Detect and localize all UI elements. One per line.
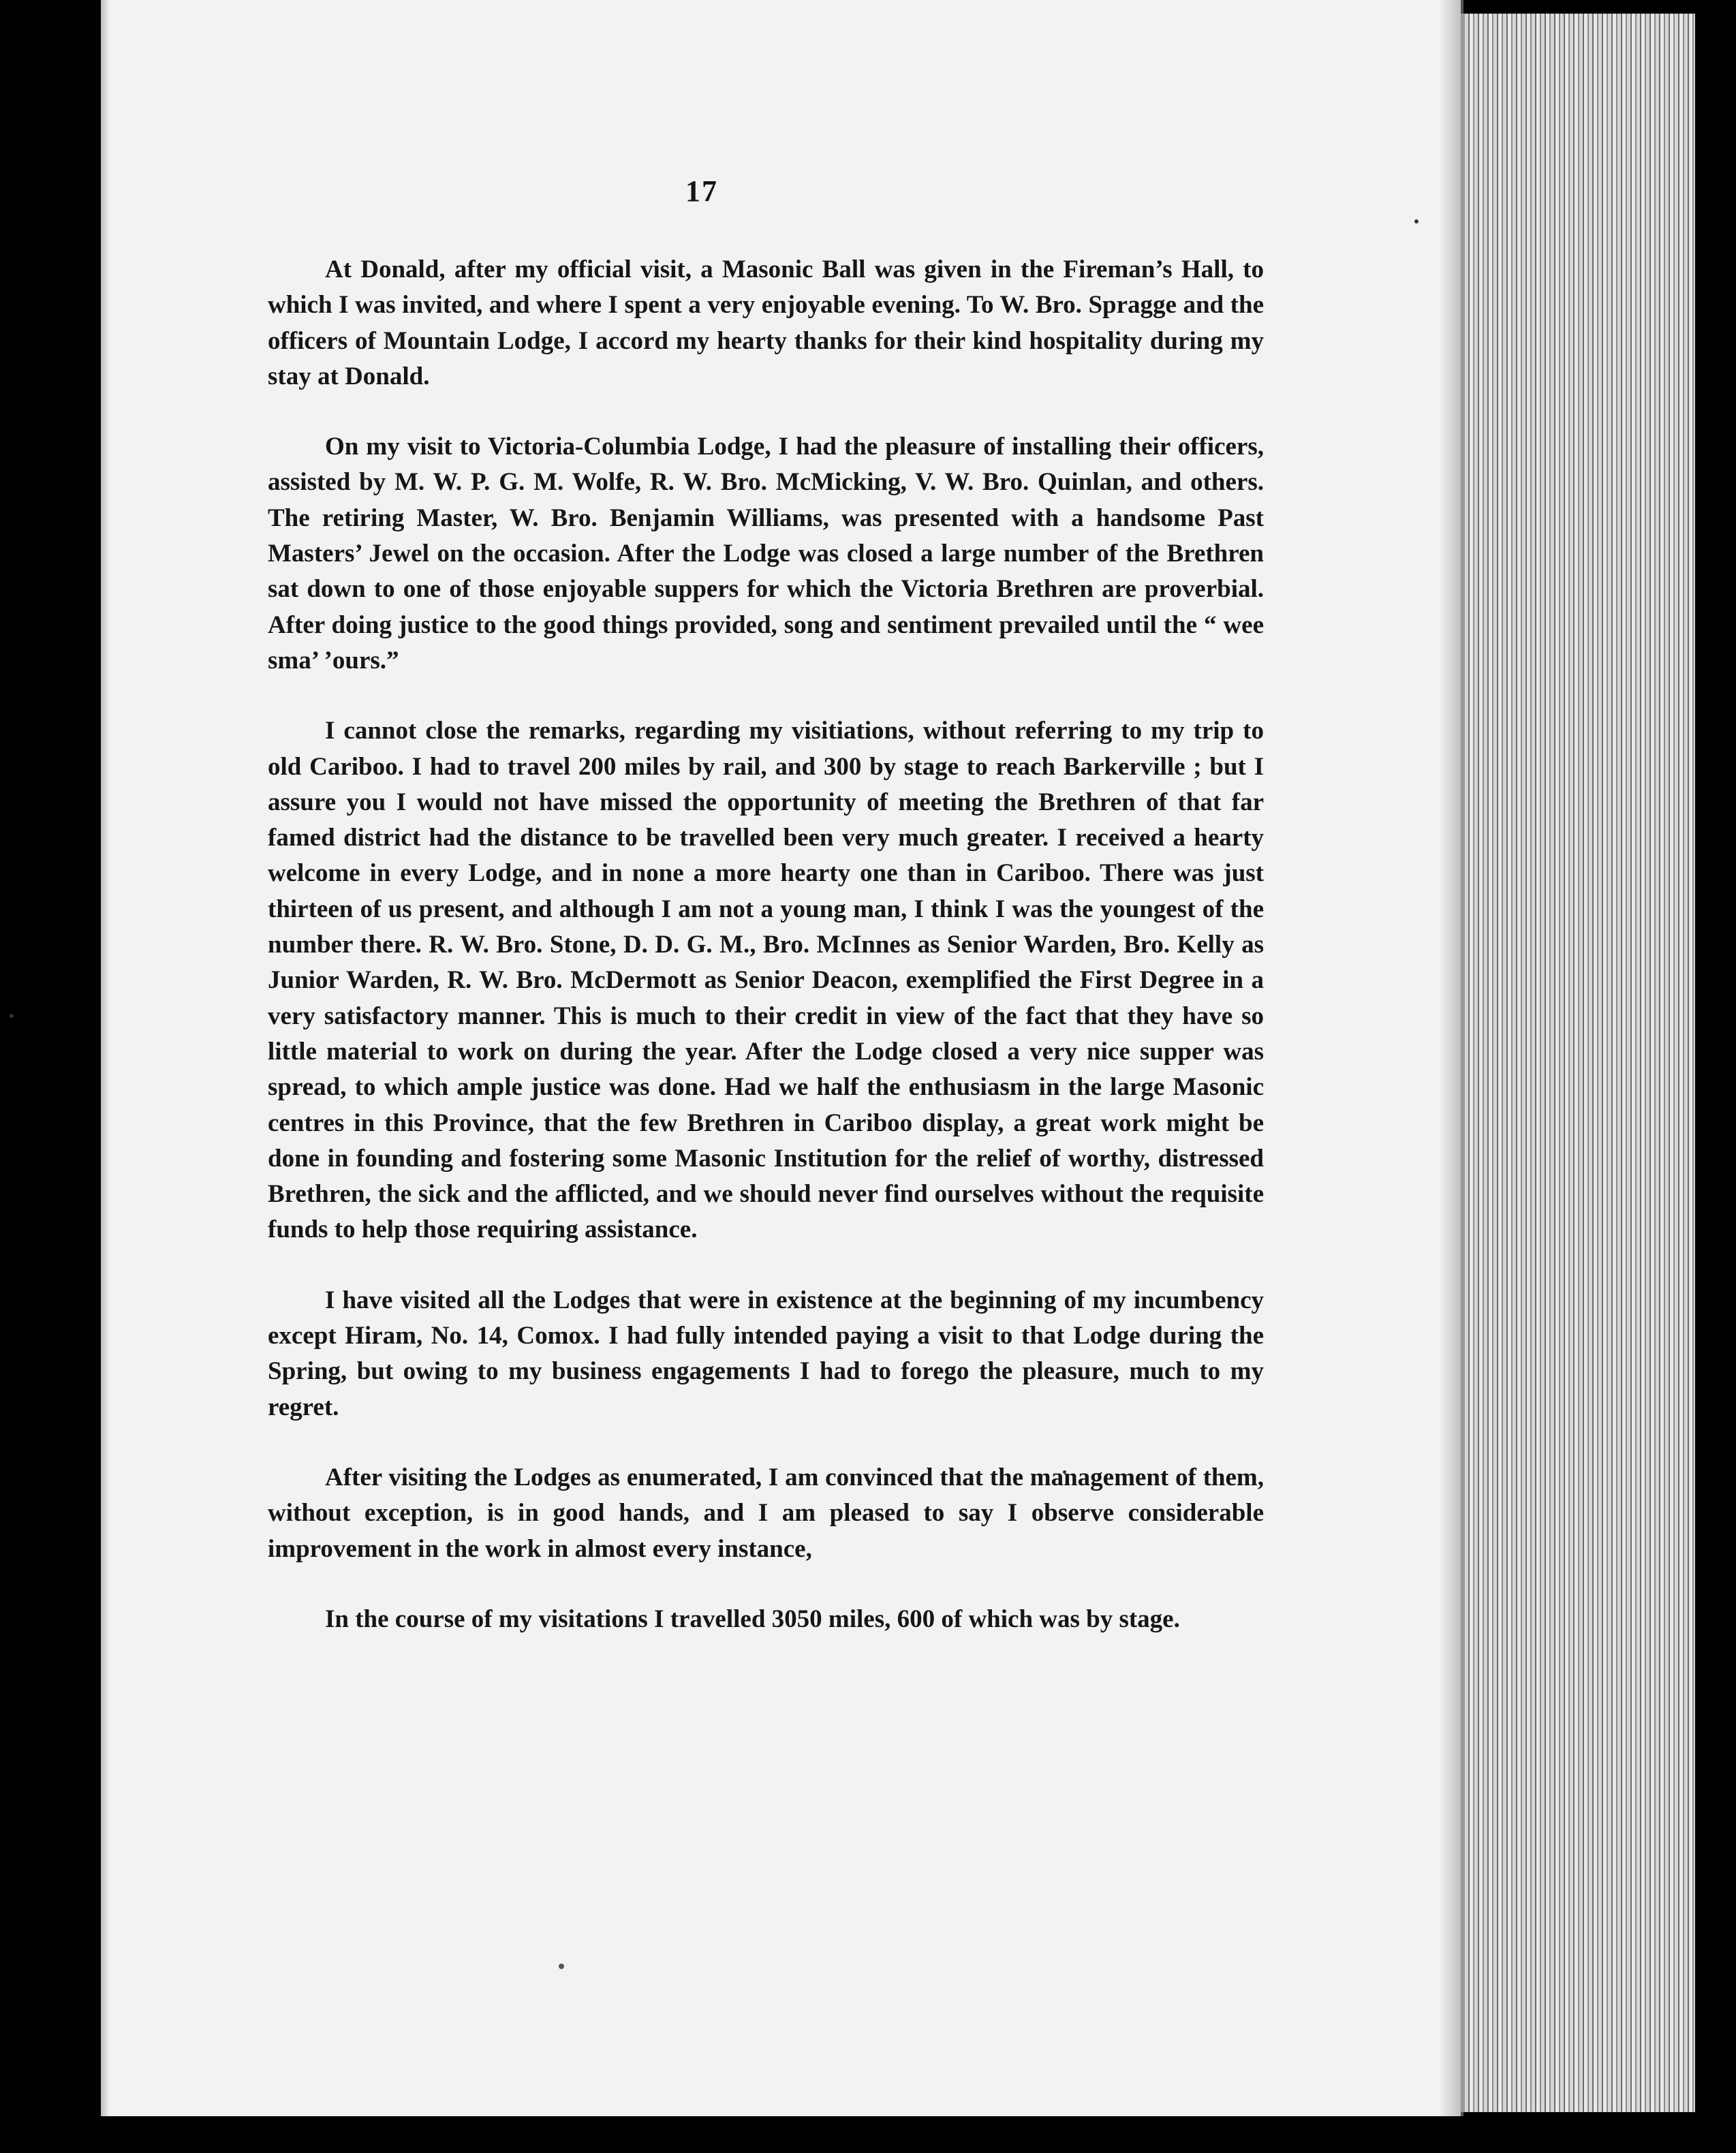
paragraph-miles-travelled: In the course of my visitations I travelled 3050 miles, 600 of which was by stage.	[325, 1605, 1180, 1633]
page-edge-shadow	[1439, 0, 1463, 2116]
book-page-stack	[1461, 14, 1695, 2112]
paragraph-lodges-visited: I have visited all the Lodges that were in existence at the beginning of my incumbency except Hiram, No. 14, Comox. I had fully intended paying a visit to that Lodge during the Spring, but owing to my business engagements I had to forego the pleasure, much to my regret.	[268, 1286, 1264, 1421]
paragraph-victoria-columbia-lodge: On my visit to Victoria-Columbia Lodge, I had the pleasure of installing their officers, assisted by M. W. P. G. M. Wolfe, R. W. Bro. McMicking, V. W. Bro. Quinlan, and others. The retiring Master, W. Bro. Benjamin Williams, was presented with a handsome Past Masters’ Jewel on the occasion. After the Lodge was closed a large number of the Brethren sat down to one of those enjoyable suppers for which the Victoria Brethren are proverbial. After doing justice to the good things provided, song and sentiment prevailed until the “ wee sma’ ’ours.”	[268, 433, 1264, 675]
scan-speck	[1414, 219, 1419, 223]
paragraph-donald-ball: At Donald, after my official visit, a Masonic Ball was given in the Fireman’s Hall, to which I was invited, and where I spent a very enjoyable evening. To W. Bro. Spragge and the officers of Mountain Lodge, I accord my hearty thanks for their kind hospitality during my stay at Donald.	[268, 255, 1264, 390]
binding-shadow	[101, 0, 109, 2116]
scan-speck	[559, 1964, 564, 1969]
paragraph-cariboo-trip: I cannot close the remarks, regarding my visitiations, without referring to my trip to old Cariboo. I had to travel 200 miles by rail, and 300 by stage to reach Barkerville ; but I assure you I would not have missed the opportunity of meeting the Brethren of that far famed district had the distance to be travelled been very much greater. I received a hearty welcome in every Lodge, and in none a more hearty one than in Cariboo. There was just thirteen of us present, and although I am not a young man, I think I was the youngest of the number there. R. W. Bro. Stone, D. D. G. M., Bro. McInnes as Senior Warden, Bro. Kelly as Junior Warden, R. W. Bro. McDermott as Senior Deacon, exemplified the First Degree in a very satisfactory manner. This is much to their credit in view of the fact that they have so little material to work on during the year. After the Lodge closed a very nice supper was spread, to which ample justice was done. Had we half the enthusiasm in the large Masonic centres in this Province, that the few Brethren in Cariboo display, a great work might be done in founding and fostering some Masonic Institution for the relief of worthy, distressed Brethren, the sick and the afflicted, and we should never find ourselves without the requisite funds to help those requiring assistance.	[268, 717, 1264, 1244]
page-number: 17	[685, 174, 718, 208]
scan-speck	[10, 1014, 14, 1018]
body-text	[268, 252, 1264, 1672]
paragraph-management-conclusion: After visiting the Lodges as enumerated, I am convinced that the management of them, without exception, is in good hands, and I am pleased to say I observe considerable improvement in the work in almost every instance,	[268, 1463, 1264, 1563]
